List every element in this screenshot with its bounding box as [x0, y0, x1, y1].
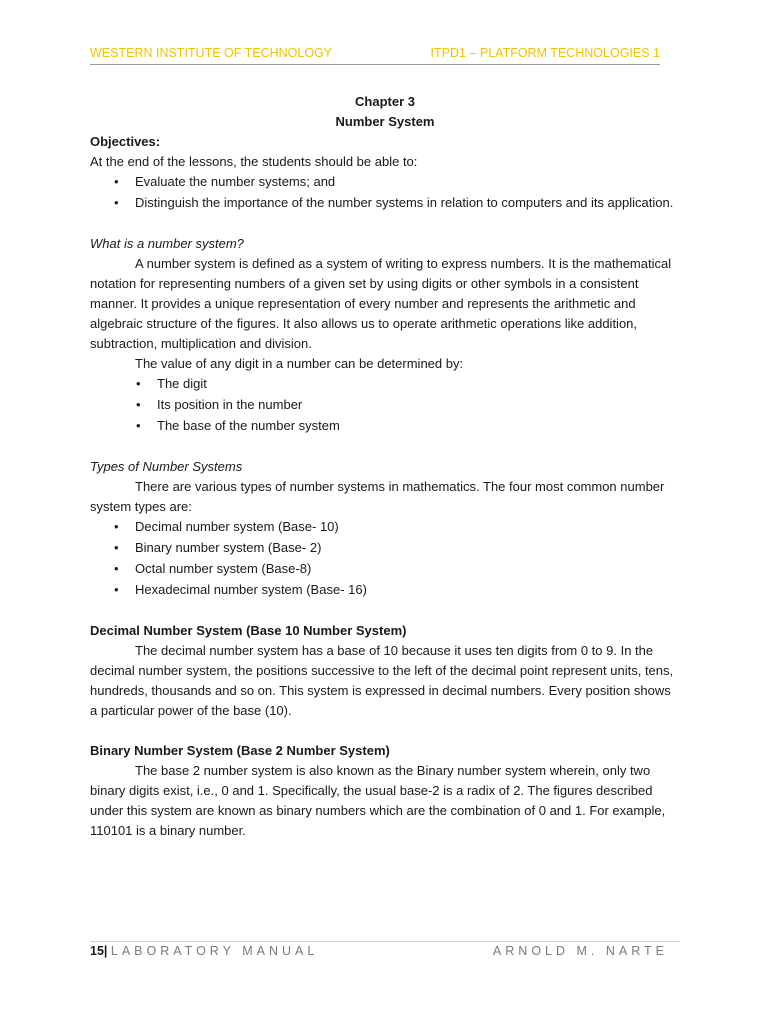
list-item: • Decimal number system (Base- 10) [90, 517, 680, 537]
header-institute: WESTERN INSTITUTE OF TECHNOLOGY [90, 46, 333, 60]
page-header [90, 46, 660, 65]
paragraph-types: There are various types of number systems in mathematics. The four most common number system types are: [90, 479, 665, 514]
types-list [90, 517, 680, 600]
list-item: • The digit [90, 374, 680, 394]
objectives-heading: Objectives: [90, 134, 161, 149]
footer-author: ARNOLD M. NARTE [492, 944, 668, 958]
document-body [90, 92, 680, 841]
list-item: • Binary number system (Base- 2) [90, 538, 680, 558]
objectives-list [90, 172, 680, 213]
paragraph-decimal: The decimal number system has a base of 10 because it uses ten digits from 0 to 9. In the decimal number system, the positions successive to the left of the decimal point represent units, tens, hundreds, thousands and so on. This system is expressed in decimal numbers. Every position shows a particular power of the base (10). [90, 643, 674, 718]
footer-separator: | [103, 944, 108, 958]
list-item: • Evaluate the number systems; and [90, 172, 680, 192]
list-item: • Its position in the number [90, 395, 680, 415]
footer-manual-title: LABORATORY MANUAL [110, 944, 319, 958]
paragraph-what-is: A number system is defined as a system of writing to express numbers. It is the mathematical notation for representing numbers of a given set by using digits or other symbols in a consistent manner. It provides a unique representation of every number and represents the arithmetic and algebraic structure of the figures. It also allows us to operate arithmetic operations like addition, subtraction, multiplication and division. [90, 256, 672, 351]
section-heading-what-is: What is a number system? [90, 236, 244, 251]
section-heading-decimal: Decimal Number System (Base 10 Number System) [90, 623, 407, 638]
digit-value-list [90, 374, 680, 436]
header-course: ITPD1 – PLATFORM TECHNOLOGIES 1 [430, 46, 660, 60]
chapter-label: Chapter 3 [355, 94, 415, 109]
section-heading-binary: Binary Number System (Base 2 Number System) [90, 743, 390, 758]
digit-value-intro: The value of any digit in a number can be determined by: [135, 356, 464, 371]
chapter-title: Number System [335, 114, 435, 129]
section-heading-types: Types of Number Systems [90, 459, 243, 474]
list-item: • Distinguish the importance of the number systems in relation to computers and its application. [90, 193, 680, 213]
list-item: • The base of the number system [90, 416, 680, 436]
list-item: • Octal number system (Base-8) [90, 559, 680, 579]
page-footer [90, 941, 680, 964]
objectives-intro: At the end of the lessons, the students should be able to: [90, 154, 418, 169]
page-number: 15 [90, 944, 104, 958]
list-item: • Hexadecimal number system (Base- 16) [90, 580, 680, 600]
paragraph-binary: The base 2 number system is also known as the Binary number system wherein, only two binary digits exist, i.e., 0 and 1. Specifically, the usual base-2 is a radix of 2. The figures described under this system are known as binary numbers which are the combination of 0 and 1. For example, 110101 is a binary number. [90, 763, 666, 838]
